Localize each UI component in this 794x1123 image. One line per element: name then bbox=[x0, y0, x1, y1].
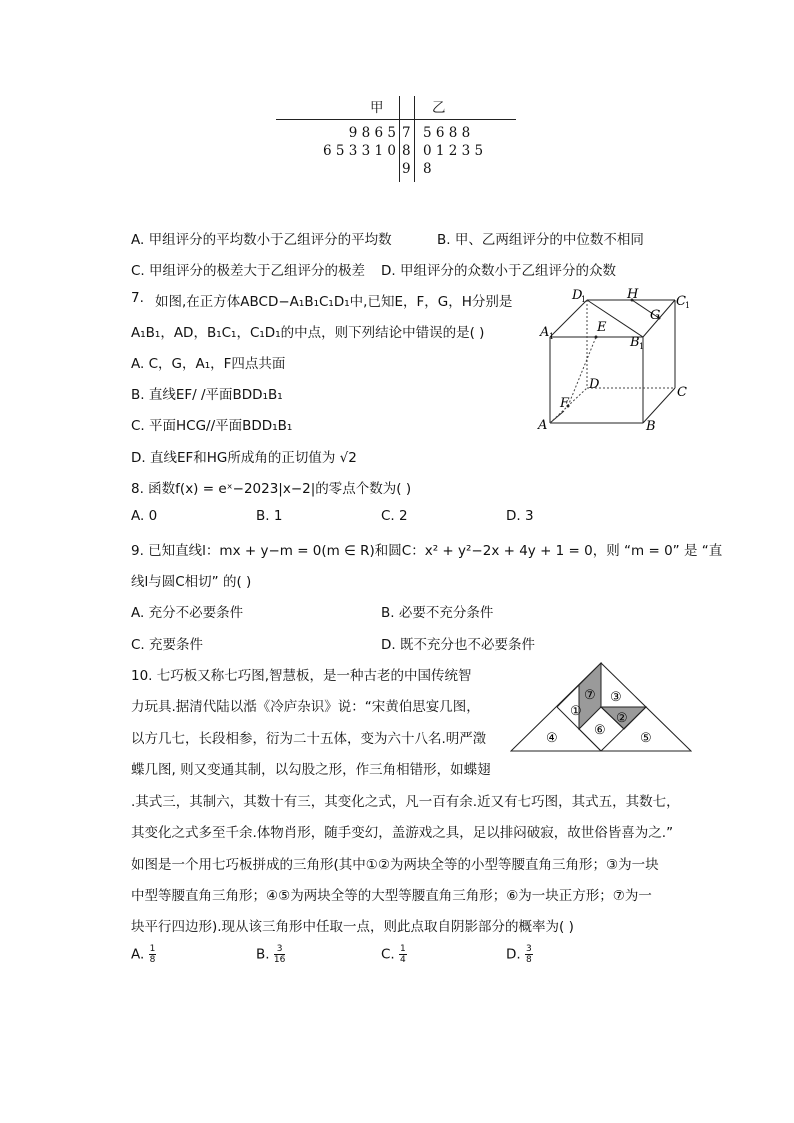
cube-label-b1: B bbox=[630, 335, 640, 350]
cube-sub-a1: 1 bbox=[549, 332, 555, 341]
cube-label-g: G bbox=[650, 308, 661, 323]
q9-option-c: C. 充要条件 bbox=[131, 637, 204, 653]
stem-leaf-header-yi: 乙 bbox=[432, 100, 446, 116]
q10-option-a-numerator: 1 bbox=[149, 944, 156, 954]
leaf-right-row7: 5 6 8 8 bbox=[423, 125, 471, 141]
q7-option-c: C. 平面HCG//平面BDD₁B₁ bbox=[131, 418, 293, 434]
q10-option-d-letter: D. bbox=[506, 946, 521, 963]
q6-option-d: D. 甲组评分的众数小于乙组评分的众数 bbox=[381, 263, 616, 279]
q6-option-b: B. 甲、乙两组评分的中位数不相同 bbox=[437, 232, 644, 248]
q10-line3: 以方几七，长段相参，衍为二十五体，变为六十八名.明严澂 bbox=[131, 731, 487, 747]
q10-option-b-denominator: 16 bbox=[273, 955, 286, 965]
cube-label-a1: A bbox=[540, 325, 550, 340]
q7-option-a: A. C，G，A₁，F四点共面 bbox=[131, 356, 286, 372]
q10-line2: 力玩具.据清代陆以湉《冷庐杂识》说：“宋黄伯思宴几图， bbox=[131, 699, 480, 715]
q10-line9: 块平行四边形).现从该三角形中任取一点，则此点取自阴影部分的概率为( ) bbox=[131, 919, 574, 935]
q7-number: 7. bbox=[131, 290, 144, 306]
q8-stem: 8. 函数f(x) = eˣ−2023|x−2|的零点个数为( ) bbox=[131, 481, 412, 497]
q10-line6: 其变化之式多至千余.体物肖形，随手变幻，盖游戏之具，足以排闷破寂，故世俗皆喜为之.” bbox=[131, 825, 674, 841]
q10-option-c bbox=[381, 944, 407, 965]
cube-sub-b1: 1 bbox=[639, 342, 645, 351]
q10-option-b-fraction bbox=[274, 944, 285, 965]
stem-row8: 8 bbox=[402, 143, 411, 159]
q9-option-d: D. 既不充分也不必要条件 bbox=[381, 637, 535, 653]
q10-line1: 10. 七巧板又称七巧图,智慧板，是一种古老的中国传统智 bbox=[131, 668, 472, 684]
q10-option-c-fraction bbox=[399, 944, 407, 965]
q10-option-d-denominator: 8 bbox=[525, 955, 532, 965]
q10-option-c-denominator: 4 bbox=[400, 955, 406, 965]
stem-leaf-hline bbox=[276, 119, 516, 120]
q7-stem-line1: 如图,在正方体ABCD−A₁B₁C₁D₁中,已知E，F，G，H分别是 bbox=[155, 294, 513, 310]
cube-figure bbox=[536, 286, 696, 436]
q9-stem-line2: 线l与圆C相切” 的( ) bbox=[131, 574, 252, 590]
leaf-right-row8: 0 1 2 3 5 bbox=[423, 143, 484, 159]
q10-line7: 如图是一个用七巧板拼成的三角形(其中①②为两块全等的小型等腰直角三角形；③为一块 bbox=[131, 857, 659, 873]
q7-option-b: B. 直线EF/ /平面BDD₁B₁ bbox=[131, 387, 283, 403]
q10-option-b-numerator: 3 bbox=[274, 944, 285, 955]
cube-label-c: C bbox=[677, 385, 687, 400]
q10-option-d-numerator: 3 bbox=[525, 944, 532, 954]
q10-option-d-fraction bbox=[525, 944, 533, 965]
tangram-label-3: ③ bbox=[610, 690, 622, 705]
q8-option-b: B. 1 bbox=[256, 508, 283, 524]
q10-line8: 中型等腰直角三角形；④⑤为两块全等的大型等腰直角三角形；⑥为一块正方形；⑦为一 bbox=[131, 888, 652, 904]
cube-label-d: D bbox=[589, 377, 600, 392]
tangram-label-1: ① bbox=[570, 704, 582, 719]
tangram-label-7: ⑦ bbox=[584, 688, 596, 703]
q8-option-c: C. 2 bbox=[381, 508, 408, 524]
tangram-figure bbox=[510, 662, 692, 754]
q8-option-d: D. 3 bbox=[506, 508, 534, 524]
stem-row7: 7 bbox=[402, 125, 411, 141]
q10-option-a-fraction bbox=[149, 944, 157, 965]
cube-label-a: A bbox=[538, 418, 548, 433]
q10-option-a bbox=[131, 944, 156, 965]
tangram-label-6: ⑥ bbox=[594, 723, 606, 738]
cube-sub-c1: 1 bbox=[685, 301, 691, 310]
q8-option-a: A. 0 bbox=[131, 508, 158, 524]
q10-option-c-letter: C. bbox=[381, 946, 395, 963]
leaf-left-row7: 9 8 6 5 bbox=[348, 125, 396, 141]
q10-option-d bbox=[506, 944, 533, 965]
q10-line4: 蝶几图, 则又变通其制，以勾股之形，作三角相错形，如蝶翅 bbox=[131, 762, 491, 778]
stem-leaf-vline-left bbox=[399, 96, 400, 182]
q9-stem-line1: 9. 已知直线l：mx + y−m = 0(m ∈ R)和圆C：x² + y²−2x + 4y + 1 = 0，则 “m = 0” 是 “直 bbox=[131, 543, 723, 559]
cube-label-d1: D bbox=[572, 288, 583, 303]
q6-option-a: A. 甲组评分的平均数小于乙组评分的平均数 bbox=[131, 232, 392, 248]
cube-label-f: F bbox=[560, 396, 570, 411]
tangram-label-5: ⑤ bbox=[640, 731, 652, 746]
tangram-label-4: ④ bbox=[546, 731, 558, 746]
q10-option-b-letter: B. bbox=[256, 946, 270, 963]
tangram-label-2: ② bbox=[616, 711, 628, 726]
cube-label-e: E bbox=[597, 320, 607, 335]
cube-label-c1: C bbox=[676, 294, 686, 309]
cube-label-b: B bbox=[646, 419, 656, 434]
cube-label-h: H bbox=[627, 287, 639, 302]
q10-option-b bbox=[256, 944, 285, 965]
stem-leaf-vline-right bbox=[414, 96, 415, 182]
q10-option-a-denominator: 8 bbox=[149, 955, 156, 965]
stem-row9: 9 bbox=[402, 161, 411, 177]
q9-option-b: B. 必要不充分条件 bbox=[381, 605, 494, 621]
q10-option-c-numerator: 1 bbox=[400, 944, 406, 954]
stem-leaf-header-jia: 甲 bbox=[370, 100, 384, 116]
leaf-right-row9: 8 bbox=[423, 161, 432, 177]
q10-line5: .其式三，其制六，其数十有三，其变化之式，凡一百有余.近又有七巧图，其式五，其数七， bbox=[131, 794, 680, 810]
q7-option-d: D. 直线EF和HG所成角的正切值为 √2 bbox=[131, 450, 357, 466]
cube-sub-d1: 1 bbox=[581, 295, 587, 304]
leaf-left-row8: 6 5 3 3 1 0 bbox=[323, 143, 396, 159]
q7-stem-line2: A₁B₁，AD，B₁C₁，C₁D₁的中点，则下列结论中错误的是( ) bbox=[131, 325, 485, 341]
q6-option-c: C. 甲组评分的极差大于乙组评分的极差 bbox=[131, 263, 366, 279]
q10-option-a-letter: A. bbox=[131, 946, 145, 963]
q9-option-a: A. 充分不必要条件 bbox=[131, 605, 244, 621]
